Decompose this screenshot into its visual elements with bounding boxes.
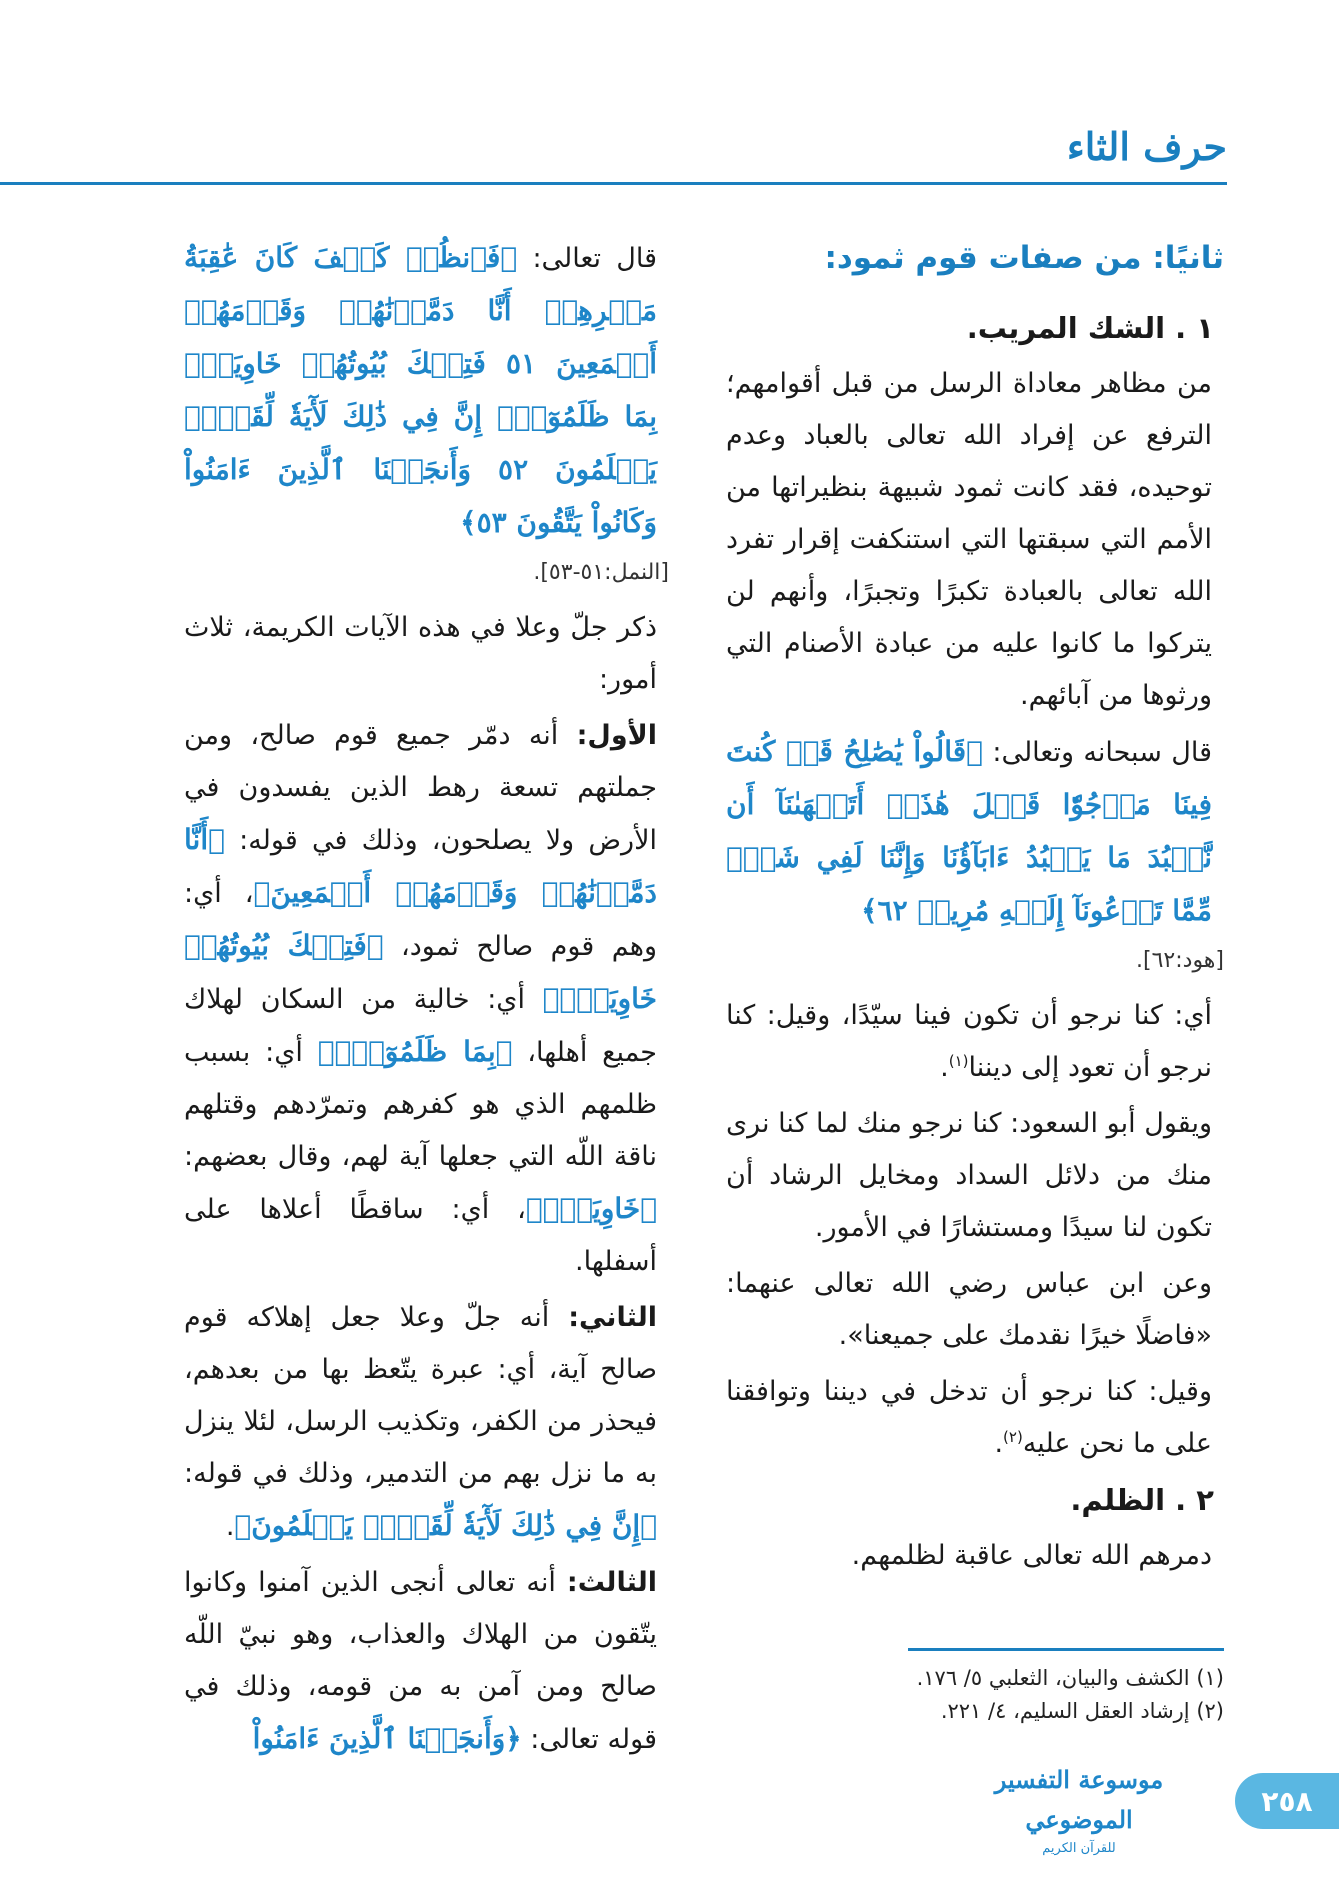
point-label: الأول:	[576, 720, 657, 751]
paragraph: من مظاهر معاداة الرسل من قبل أقوامهم؛ الترفع عن إفراد الله تعالى بالعباد وعدم توحيده، فقد كانت ثمود شبيهة بنظيراتها من الأمم التي سبقتها التي استنكفت إقرار تفرد الله تعالى بالعبادة تكبرًا وتجبرًا، وأنهم لن يتركوا ما كانوا عليه من عبادة الأصنام التي ورثوها من آبائهم.	[726, 368, 1212, 711]
series-logo	[969, 1760, 1189, 1856]
paragraph	[726, 990, 1224, 1094]
punctuation: .	[940, 1052, 949, 1083]
verse-reference: [النمل:٥١-٥٣].	[533, 560, 669, 585]
right-column	[726, 232, 1224, 1586]
quran-verse: ﴿قَالُواْ يَٰصَٰلِحُ قَدۡ كُنتَ فِينَا مَرۡجُوّٗا قَبۡلَ هَٰذَآۖ أَتَنۡهَىٰنَآ أَن نَّعۡبُدَ مَا يَعۡبُدُ ءَابَآؤُنَا وَإِنَّنَا لَفِي شَكّٖ مِّمَّا تَدۡعُونَآ إِلَيۡهِ مُرِيبٖ ٦٢﴾	[726, 735, 1212, 927]
verse-intro: قال تعالى:	[532, 243, 658, 274]
quran-verse: ﴿أَنَّا دَمَّرۡنَٰهُمۡ وَقَوۡمَهُمۡ أَجۡمَعِينَ﴾	[184, 823, 658, 909]
paragraph-with-verse	[726, 726, 1224, 938]
paragraph	[726, 1366, 1224, 1470]
paragraph-text: أنه تعالى أنجى الذين آمنوا وكانوا يتّقون من الهلاك والعذاب، وهو نبيّ اللّه صالح ومن آمن به من قومه، وذلك في قوله تعالى:	[184, 1567, 657, 1755]
header-divider	[0, 182, 1227, 185]
verse-reference: [هود:٦٢].	[1136, 948, 1224, 973]
page-number: ٢٥٨	[1261, 1784, 1313, 1818]
quran-verse: ﴿إِنَّ فِي ذَٰلِكَ لَأٓيَةٗ لِّقَوۡمٖ يَعۡلَمُونَ﴾	[234, 1509, 657, 1542]
footnote-marker[interactable]: (١)	[948, 1052, 969, 1070]
paragraph-text: ، أي: ساقطًا أعلاها على أسفلها.	[184, 1194, 657, 1277]
footnotes	[726, 1662, 1224, 1728]
paragraph: ويقول أبو السعود: كنا نرجو منك لما كنا نرى منك من دلائل السداد ومخايل الرشاد أن تكون لنا سيدًا ومستشارًا في الأمور.	[726, 1108, 1212, 1243]
paragraph-text: أي: بسبب ظلمهم الذي هو كفرهم وتمرّدهم وقتلهم ناقة اللّه التي جعلها آية لهم، وقال بعضهم:	[184, 1037, 657, 1172]
footnote-marker[interactable]: (٢)	[1003, 1428, 1023, 1446]
item1-title: ١ . الشك المريب.	[966, 311, 1214, 345]
paragraph: ذكر جلّ وعلا في هذه الآيات الكريمة، ثلاث أمور:	[184, 612, 657, 695]
quran-verse: ﴿وَأَنجَيۡنَا ٱلَّذِينَ ءَامَنُواْ	[252, 1722, 522, 1755]
paragraph-text: أنه دمّر جميع قوم صالح، ومن جملتهم تسعة رهط الذين يفسدون في الأرض ولا يصلحون، وذلك في قوله:	[184, 720, 657, 856]
punctuation: .	[225, 1511, 235, 1542]
quran-verse: ﴿خَاوِيَةَۢ﴾	[525, 1192, 657, 1225]
item2-title: ٢ . الظلم.	[1070, 1483, 1214, 1517]
logo-title: موسوعة التفسير الموضوعي	[994, 1765, 1164, 1834]
footnote-divider	[908, 1648, 1224, 1651]
paragraph: دمرهم الله تعالى عاقبة لظلمهم.	[851, 1540, 1212, 1571]
paragraph	[184, 1292, 669, 1553]
punctuation: .	[994, 1428, 1004, 1459]
footnote-1: (١) الكشف والبيان، الثعلبي ٥/ ١٧٦.	[916, 1666, 1224, 1690]
paragraph-text: ، أي: وهم قوم صالح ثمود،	[184, 878, 657, 962]
quran-verse: ﴿فَتِلۡكَ بُيُوتُهُمۡ خَاوِيَةَۢ﴾	[184, 929, 657, 1015]
chapter-header-title: حرف الثاء	[1066, 124, 1227, 169]
paragraph-text: وقيل: كنا نرجو أن تدخل في ديننا وتوافقنا على ما نحن عليه	[726, 1376, 1212, 1459]
paragraph-text: أي: كنا نرجو أن تكون فينا سيّدًا، وقيل: كنا نرجو أن تعود إلى ديننا	[726, 1000, 1212, 1083]
section-heading: ثانيًا: من صفات قوم ثمود:	[824, 240, 1224, 276]
left-column	[184, 232, 669, 1770]
point-label: الثاني:	[568, 1302, 657, 1333]
quran-verse: ﴿فَٱنظُرۡ كَيۡفَ كَانَ عَٰقِبَةُ مَكۡرِهِمۡ أَنَّا دَمَّرۡنَٰهُمۡ وَقَوۡمَهُمۡ أَجۡمَعِينَ ٥١ فَتِلۡكَ بُيُوتُهُمۡ خَاوِيَةَۢ بِمَا ظَلَمُوٓاْۚ إِنَّ فِي ذَٰلِكَ لَأٓيَةٗ لِّقَوۡمٖ يَعۡلَمُونَ ٥٢ وَأَنجَيۡنَا ٱلَّذِينَ ءَامَنُواْ وَكَانُواْ يَتَّقُونَ ٥٣﴾	[184, 241, 658, 539]
paragraph-text: أنه جلّ وعلا جعل إهلاكه قوم صالح آية، أي: عبرة يتّعظ بها من بعدهم، فيحذر من الكفر، وتكذيب الرسل، لئلا ينزل به ما نزل بهم من التدمير، وذلك في قوله:	[184, 1302, 657, 1489]
paragraph: وعن ابن عباس رضي الله تعالى عنهما: «فاضلًا خيرًا نقدمك على جميعنا».	[726, 1268, 1212, 1351]
paragraph	[184, 710, 669, 1288]
quran-verse: ﴿بِمَا ظَلَمُوٓاْۚ﴾	[317, 1035, 513, 1068]
paragraph-text: أي: خالية من السكان لهلاك جميع أهلها،	[184, 984, 658, 1068]
paragraph-with-verse	[184, 232, 669, 550]
paragraph	[184, 1557, 669, 1766]
footnote-2: (٢) إرشاد العقل السليم، ٤/ ٢٢١.	[940, 1699, 1224, 1723]
logo-subtitle: للقرآن الكريم	[1042, 1841, 1116, 1856]
verse-intro: قال سبحانه وتعالى:	[992, 737, 1212, 768]
point-label: الثالث:	[566, 1567, 657, 1598]
page-number-tab	[1235, 1773, 1339, 1829]
